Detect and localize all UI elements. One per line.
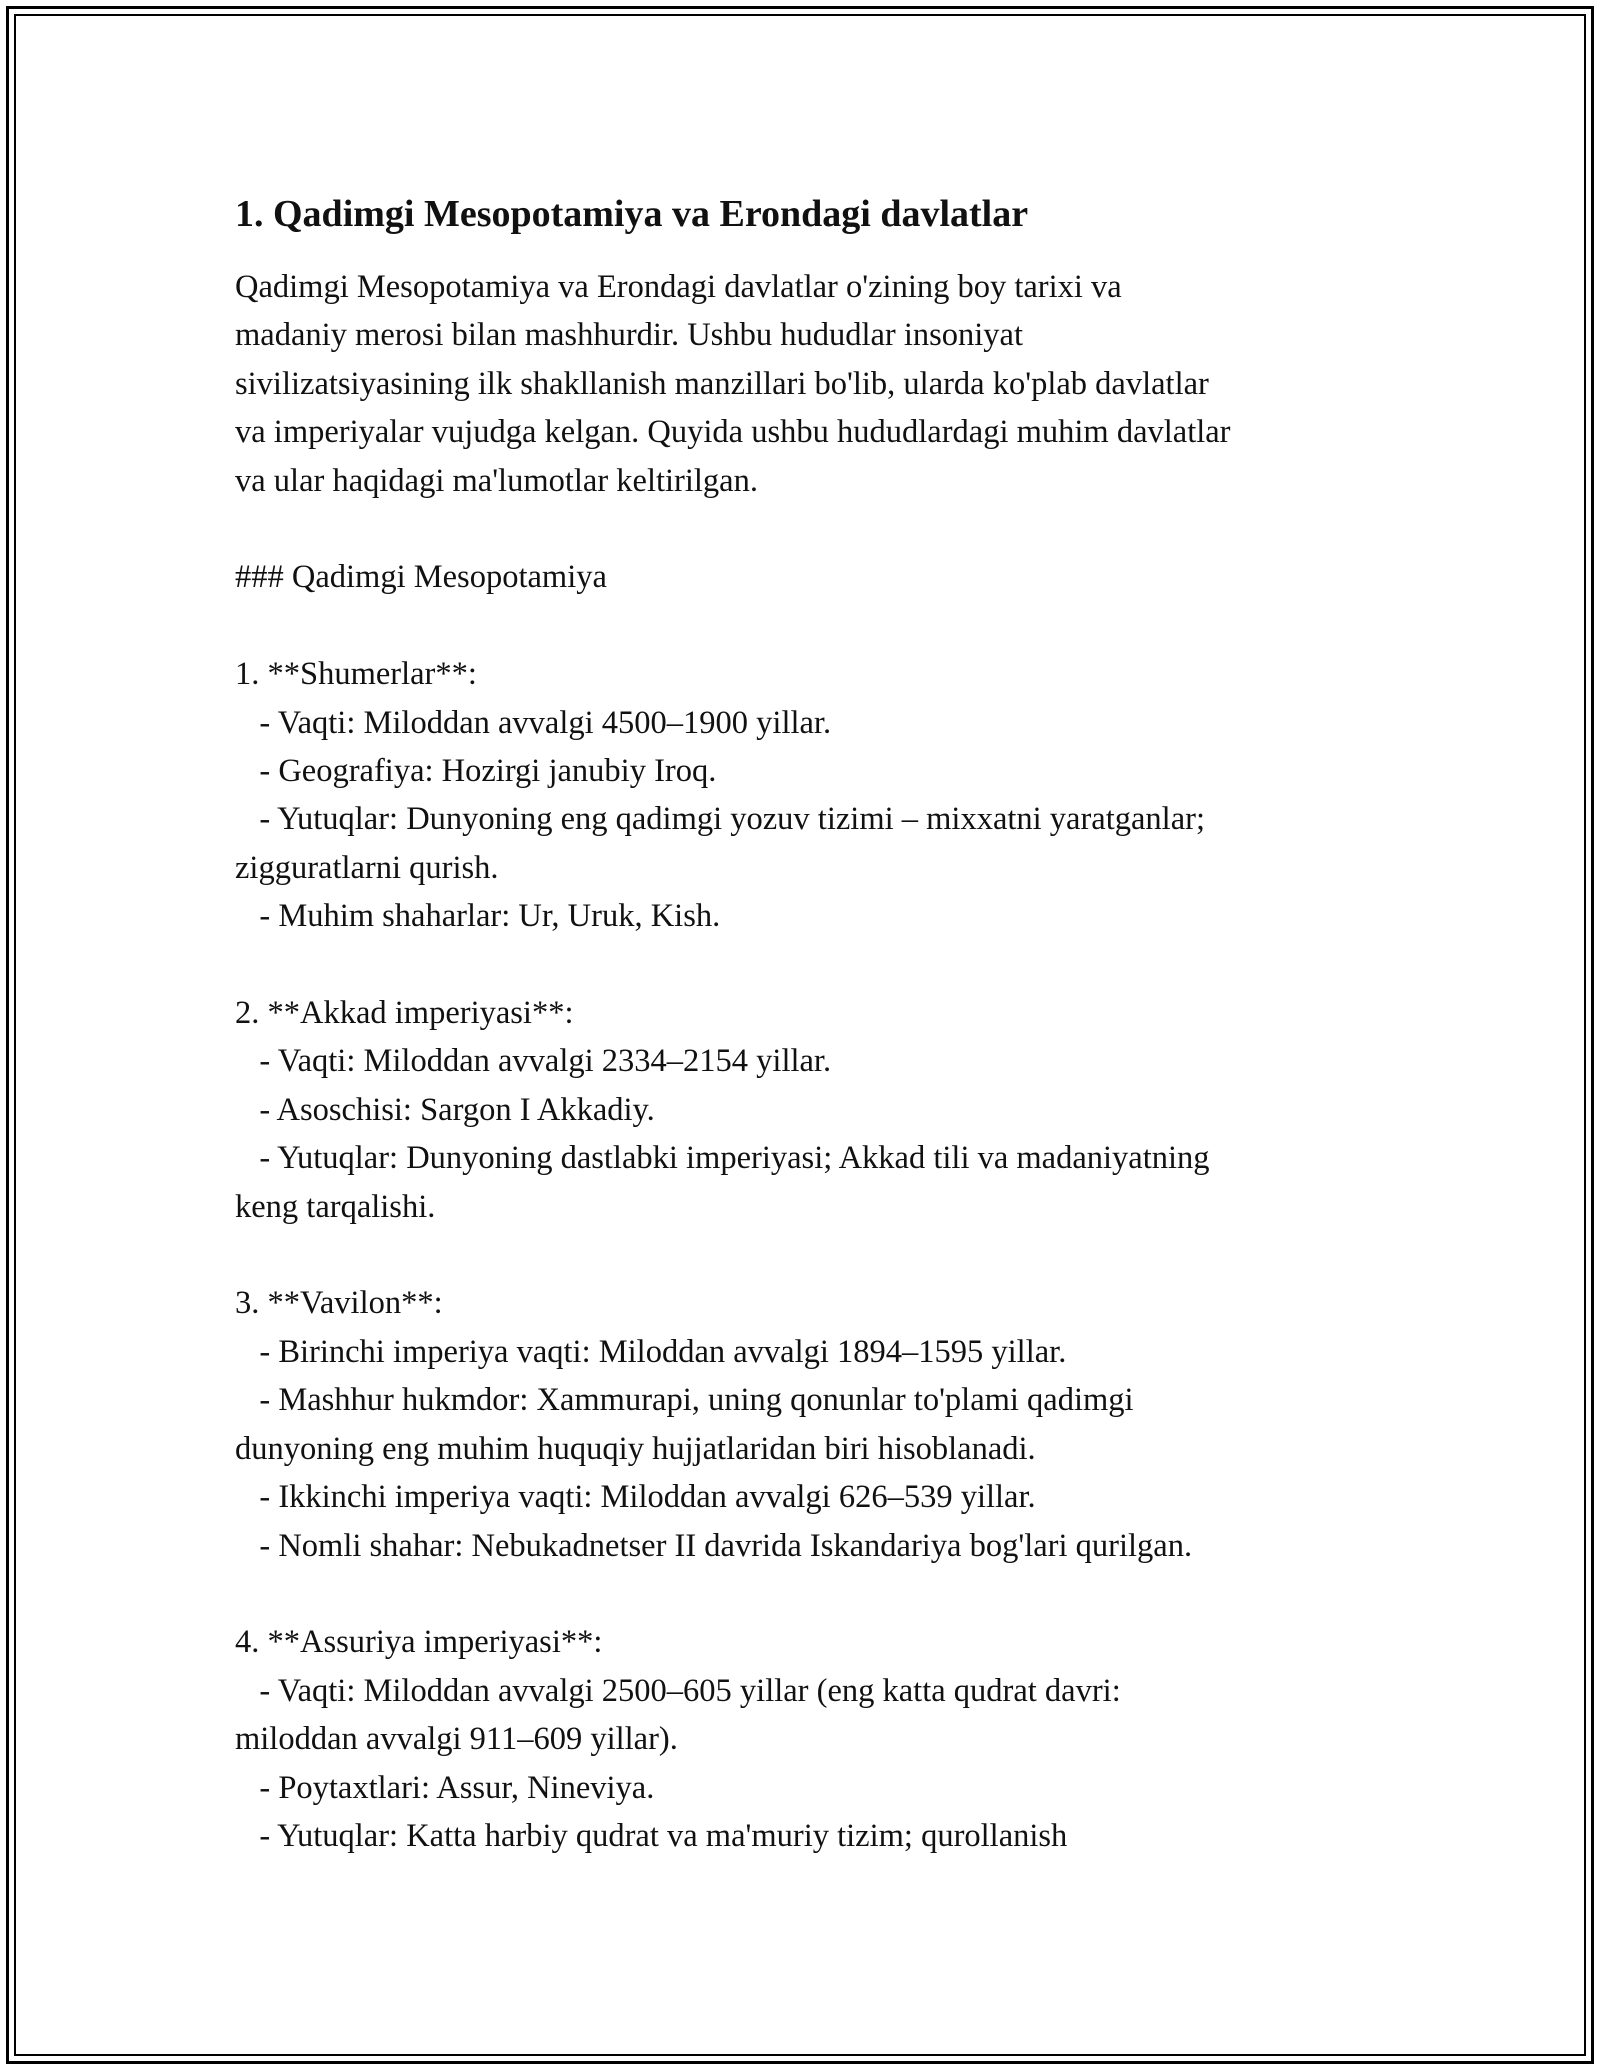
list-item-line: miloddan avvalgi 911–609 yillar). bbox=[235, 1721, 678, 1758]
list-item-line: - Asoschisi: Sargon I Akkadiy. bbox=[235, 1091, 655, 1128]
list-item-line: - Muhim shaharlar: Ur, Uruk, Kish. bbox=[235, 898, 721, 935]
list-item-line: keng tarqalishi. bbox=[235, 1188, 436, 1225]
intro-line: madaniy merosi bilan mashhurdir. Ushbu hududlar insoniyat bbox=[235, 317, 1024, 354]
list-item-line: - Vaqti: Miloddan avvalgi 2334–2154 yillar. bbox=[235, 1043, 832, 1080]
list-section-assuriya bbox=[235, 1618, 1385, 1860]
list-item-line: - Vaqti: Miloddan avvalgi 2500–605 yillar (eng katta qudrat davri: bbox=[235, 1672, 1121, 1709]
list-item-line: - Mashhur hukmdor: Xammurapi, uning qonunlar to'plami qadimgi bbox=[235, 1382, 1134, 1419]
spacer bbox=[235, 1231, 1385, 1279]
intro-line: va imperiyalar vujudga kelgan. Quyida ushbu hududlardagi muhim davlatlar bbox=[235, 414, 1231, 451]
list-item-line: - Birinchi imperiya vaqti: Miloddan avvalgi 1894–1595 yillar. bbox=[235, 1333, 1067, 1370]
list-item-title: 4. **Assuriya imperiyasi**: bbox=[235, 1624, 603, 1661]
list-item-line: - Nomli shahar: Nebukadnetser II davrida Iskandariya bog'lari qurilgan. bbox=[235, 1527, 1193, 1564]
intro-line: va ular haqidagi ma'lumotlar keltirilgan. bbox=[235, 462, 758, 499]
document-body bbox=[235, 185, 1385, 1860]
list-item-line: - Yutuqlar: Dunyoning eng qadimgi yozuv tizimi – mixxatni yaratganlar; bbox=[235, 801, 1205, 838]
spacer bbox=[235, 1570, 1385, 1618]
list-item-line: - Poytaxtlari: Assur, Nineviya. bbox=[235, 1769, 655, 1806]
list-item-line: - Yutuqlar: Dunyoning dastlabki imperiyasi; Akkad tili va madaniyatning bbox=[235, 1140, 1210, 1177]
list-section-vavilon bbox=[235, 1279, 1385, 1569]
list-item-line: - Geografiya: Hozirgi janubiy Iroq. bbox=[235, 753, 717, 790]
list-item-line: zigguratlarni qurish. bbox=[235, 849, 499, 886]
list-item-line: - Vaqti: Miloddan avvalgi 4500–1900 yillar. bbox=[235, 704, 832, 741]
list-item-title: 3. **Vavilon**: bbox=[235, 1285, 443, 1322]
spacer bbox=[235, 941, 1385, 989]
list-item-line: - Ikkinchi imperiya vaqti: Miloddan avvalgi 626–539 yillar. bbox=[235, 1479, 1036, 1516]
section-heading: 1. Qadimgi Mesopotamiya va Erondagi davlatlar bbox=[235, 193, 1029, 235]
intro-paragraph bbox=[235, 263, 1385, 505]
list-item-title: 2. **Akkad imperiyasi**: bbox=[235, 995, 574, 1032]
intro-line: sivilizatsiyasining ilk shakllanish manzillari bo'lib, ularda ko'plab davlatlar bbox=[235, 365, 1209, 402]
list-item-title: 1. **Shumerlar**: bbox=[235, 656, 477, 693]
list-item-line: dunyoning eng muhim huquqiy hujjatlaridan biri hisoblanadi. bbox=[235, 1430, 1036, 1467]
list-item-line: - Yutuqlar: Katta harbiy qudrat va ma'muriy tizim; qurollanish bbox=[235, 1817, 1068, 1854]
spacer bbox=[235, 505, 1385, 553]
subheading: ### Qadimgi Mesopotamiya bbox=[235, 559, 607, 596]
list-section-shumerlar bbox=[235, 650, 1385, 940]
spacer bbox=[235, 602, 1385, 650]
list-section-akkad bbox=[235, 989, 1385, 1231]
intro-line: Qadimgi Mesopotamiya va Erondagi davlatlar o'zining boy tarixi va bbox=[235, 269, 1122, 305]
